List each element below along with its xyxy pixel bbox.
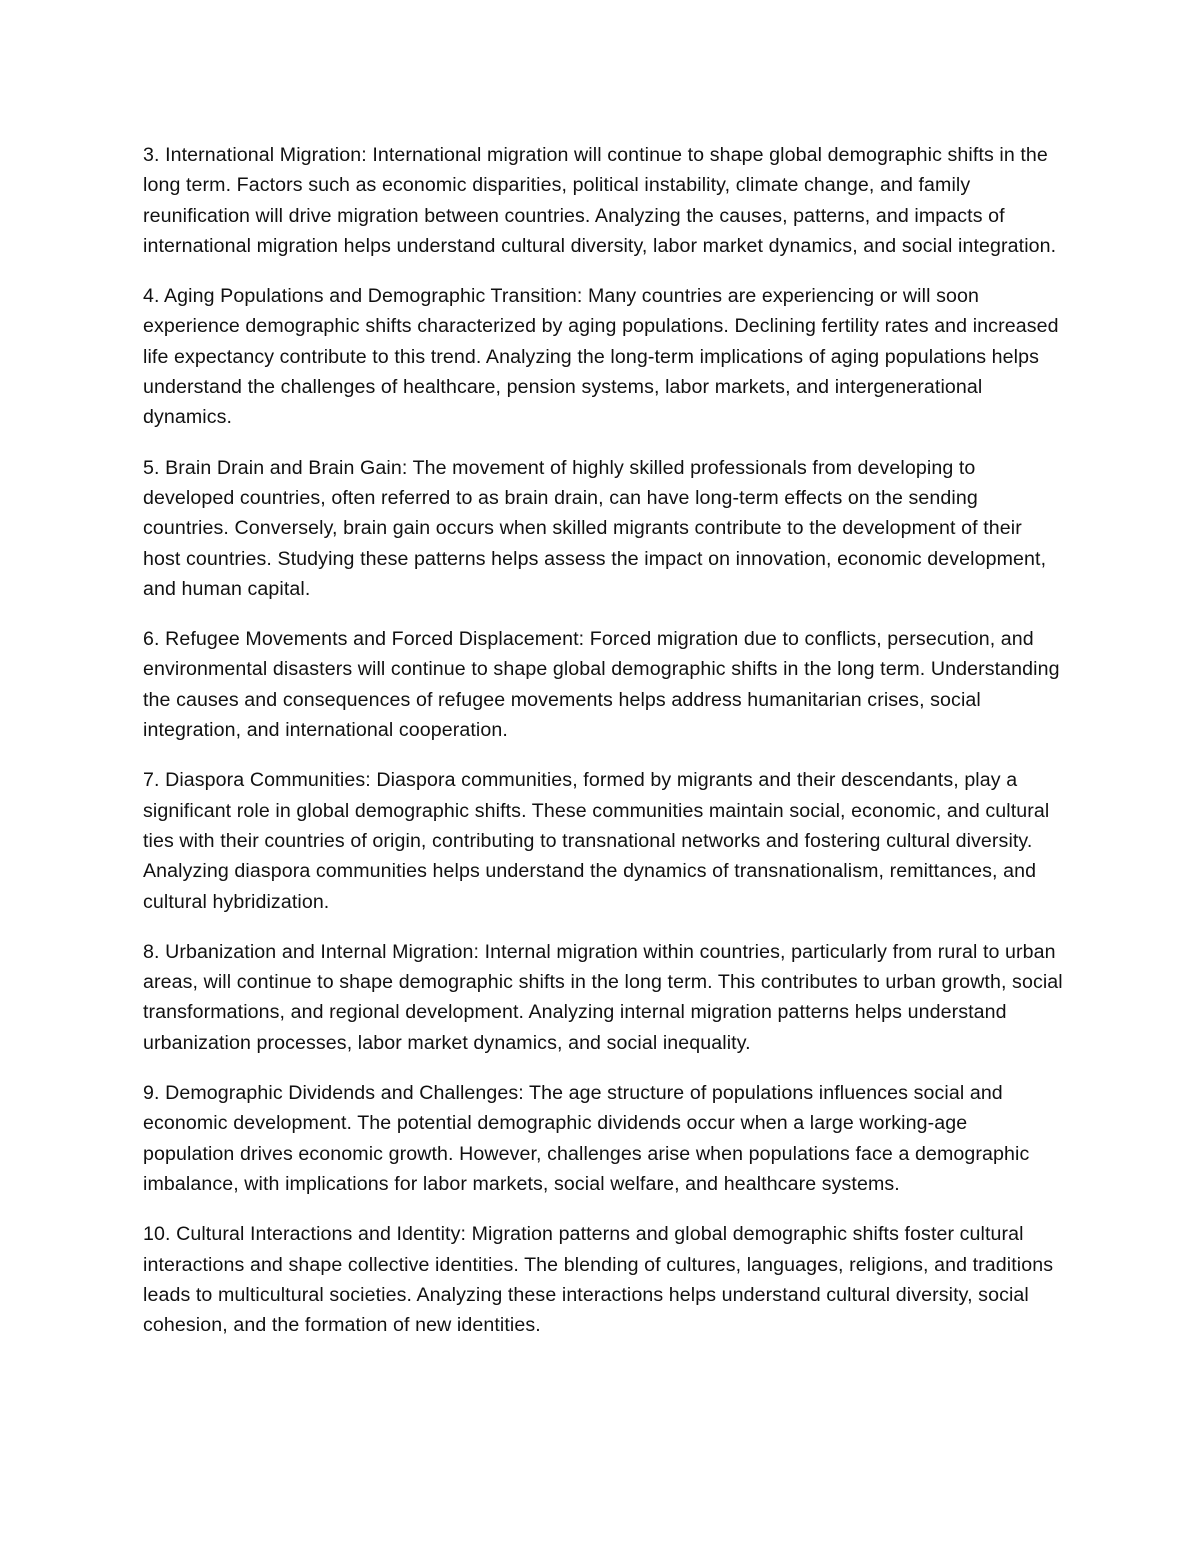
paragraph-international-migration: 3. International Migration: International migration will continue to shape global demographic shifts in the long term. Factors such as economic disparities, political instability, climate change, and family reunification will drive migration between countries. Analyzing the causes, patterns, and impacts of international migration helps understand cultural diversity, labor market dynamics, and social integration. (143, 144, 1057, 257)
paragraph-refugee-movements: 6. Refugee Movements and Forced Displacement: Forced migration due to conflicts, persecution, and environmental disasters will continue to shape global demographic shifts in the long term. Understanding the causes and consequences of refugee movements helps address humanitarian crises, social integration, and international cooperation. (143, 628, 1060, 742)
paragraph-demographic-dividends: 9. Demographic Dividends and Challenges: The age structure of populations influences social and economic development. The potential demographic dividends occur when a large working-age population drives economic growth. However, challenges arise when populations face a demographic imbalance, with implications for labor markets, social welfare, and healthcare systems. (143, 1082, 1030, 1195)
paragraph-aging-populations: 4. Aging Populations and Demographic Transition: Many countries are experiencing or will soon experience demographic shifts characterized by aging populations. Declining fertility rates and increased life expectancy contribute to this trend. Analyzing the long-term implications of aging populations helps understand the challenges of healthcare, pension systems, labor markets, and intergenerational dynamics. (143, 285, 1059, 429)
paragraph-diaspora-communities: 7. Diaspora Communities: Diaspora communities, formed by migrants and their descendants, play a significant role in global demographic shifts. These communities maintain social, economic, and cultural ties with their countries of origin, contributing to transnational networks and fostering cultural diversity. Analyzing diaspora communities helps understand the dynamics of transnationalism, remittances, and cultural hybridization. (143, 769, 1050, 913)
paragraph-urbanization: 8. Urbanization and Internal Migration: Internal migration within countries, particularly from rural to urban areas, will continue to shape demographic shifts in the long term. This contributes to urban growth, social transformations, and regional development. Analyzing internal migration patterns helps understand urbanization processes, labor market dynamics, and social inequality. (143, 940, 1063, 1054)
paragraph-cultural-interactions: 10. Cultural Interactions and Identity: Migration patterns and global demographic shifts foster cultural interactions and shape collective identities. The blending of cultures, languages, religions, and traditions leads to multicultural societies. Analyzing these interactions helps understand cultural diversity, social cohesion, and the formation of new identities. (143, 1223, 1054, 1337)
document-body (143, 140, 1063, 1360)
paragraph-brain-drain: 5. Brain Drain and Brain Gain: The movement of highly skilled professionals from developing to developed countries, often referred to as brain drain, can have long-term effects on the sending countries. Conversely, brain gain occurs when skilled migrants contribute to the development of their host countries. Studying these patterns helps assess the impact on innovation, economic development, and human capital. (143, 456, 1047, 600)
